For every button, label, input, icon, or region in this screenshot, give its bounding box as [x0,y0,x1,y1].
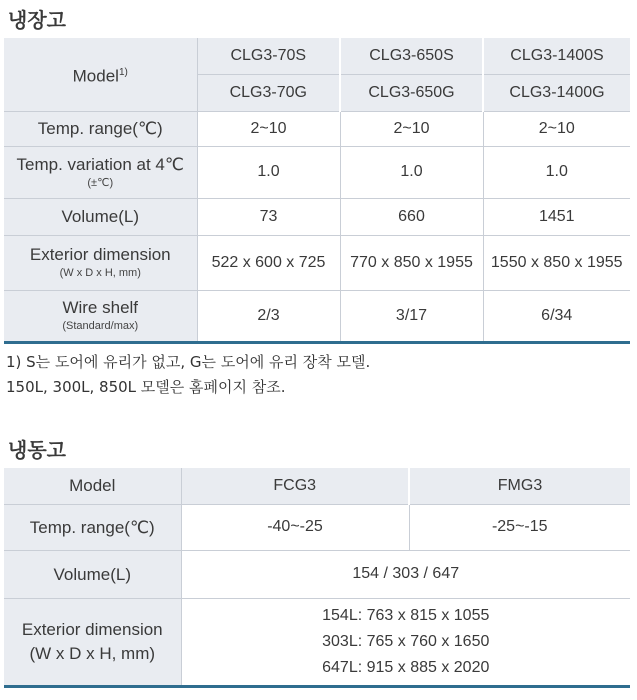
model-s-cell: CLG3-70S [197,38,340,74]
row-label: Exterior dimension [21,620,163,639]
table-cell: 2/3 [197,290,340,342]
model-g-cell: CLG3-1400G [483,74,630,111]
table-row [4,146,630,198]
table-cell: 3/17 [340,290,483,342]
row-sublabel: (±℃) [87,176,114,189]
table-cell: 2~10 [340,111,483,146]
model-s-cell: CLG3-1400S [483,38,630,74]
footnote: 1) S는 도어에 유리가 없고, G는 도어에 유리 장착 모델. [6,353,371,371]
table-cell: -25~-15 [409,504,630,550]
model-footnote-mark: 1) [118,66,128,78]
table-cell: 660 [340,198,483,235]
table-cell: 1.0 [197,146,340,198]
table-cell: 73 [197,198,340,235]
row-label: Exterior dimension [29,245,171,264]
row-label: Volume(L) [4,198,197,235]
model-header-cell: Model [4,468,181,504]
dimension-line: 303L: 765 x 760 x 1650 [322,632,490,650]
table-row [4,290,630,342]
table-cell: 154 / 303 / 647 [181,550,630,598]
fridge-section-title: 냉장고 [8,8,66,32]
table-cell: 1451 [483,198,630,235]
row-label-cell [4,235,197,290]
row-label: Temp. range(℃) [4,111,197,146]
dimension-line: 154L: 763 x 815 x 1055 [322,606,490,624]
table-cell: 1.0 [483,146,630,198]
table-cell: 770 x 850 x 1955 [340,235,483,290]
row-label: Wire shelf [62,298,139,317]
dimension-line: 647L: 915 x 885 x 2020 [322,658,490,676]
row-label: Volume(L) [4,550,181,598]
dimension-cell [181,598,630,686]
table-row [4,235,630,290]
model-label: Model [72,66,119,86]
model-header-cell [4,38,197,111]
fridge-spec-table [4,38,630,344]
row-label-cell [4,146,197,198]
row-sublabel: (W x D x H, mm) [59,267,141,279]
table-cell: 1550 x 850 x 1955 [483,235,630,290]
table-row [4,598,630,686]
table-cell: 2~10 [197,111,340,146]
row-label-cell [4,290,197,342]
row-label-unit: (W x D x H, mm) [29,644,156,663]
table-row [4,111,630,146]
model-g-cell: CLG3-70G [197,74,340,111]
table-row [4,504,630,550]
table-row [4,550,630,598]
row-label: Temp. range(℃) [4,504,181,550]
freezer-spec-table [4,468,630,688]
model-g-cell: CLG3-650G [340,74,483,111]
table-cell: 6/34 [483,290,630,342]
table-cell: -40~-25 [181,504,409,550]
model-cell: FMG3 [409,468,630,504]
row-label: Temp. variation at 4℃ [16,154,184,174]
table-cell: 1.0 [340,146,483,198]
freezer-section-title: 냉동고 [8,438,66,462]
row-sublabel: (Standard/max) [62,320,139,332]
row-label-cell [4,598,181,686]
model-cell: FCG3 [181,468,409,504]
footnote: 150L, 300L, 850L 모델은 홈페이지 참조. [6,378,286,396]
table-cell: 522 x 600 x 725 [197,235,340,290]
table-row [4,198,630,235]
table-cell: 2~10 [483,111,630,146]
model-s-cell: CLG3-650S [340,38,483,74]
